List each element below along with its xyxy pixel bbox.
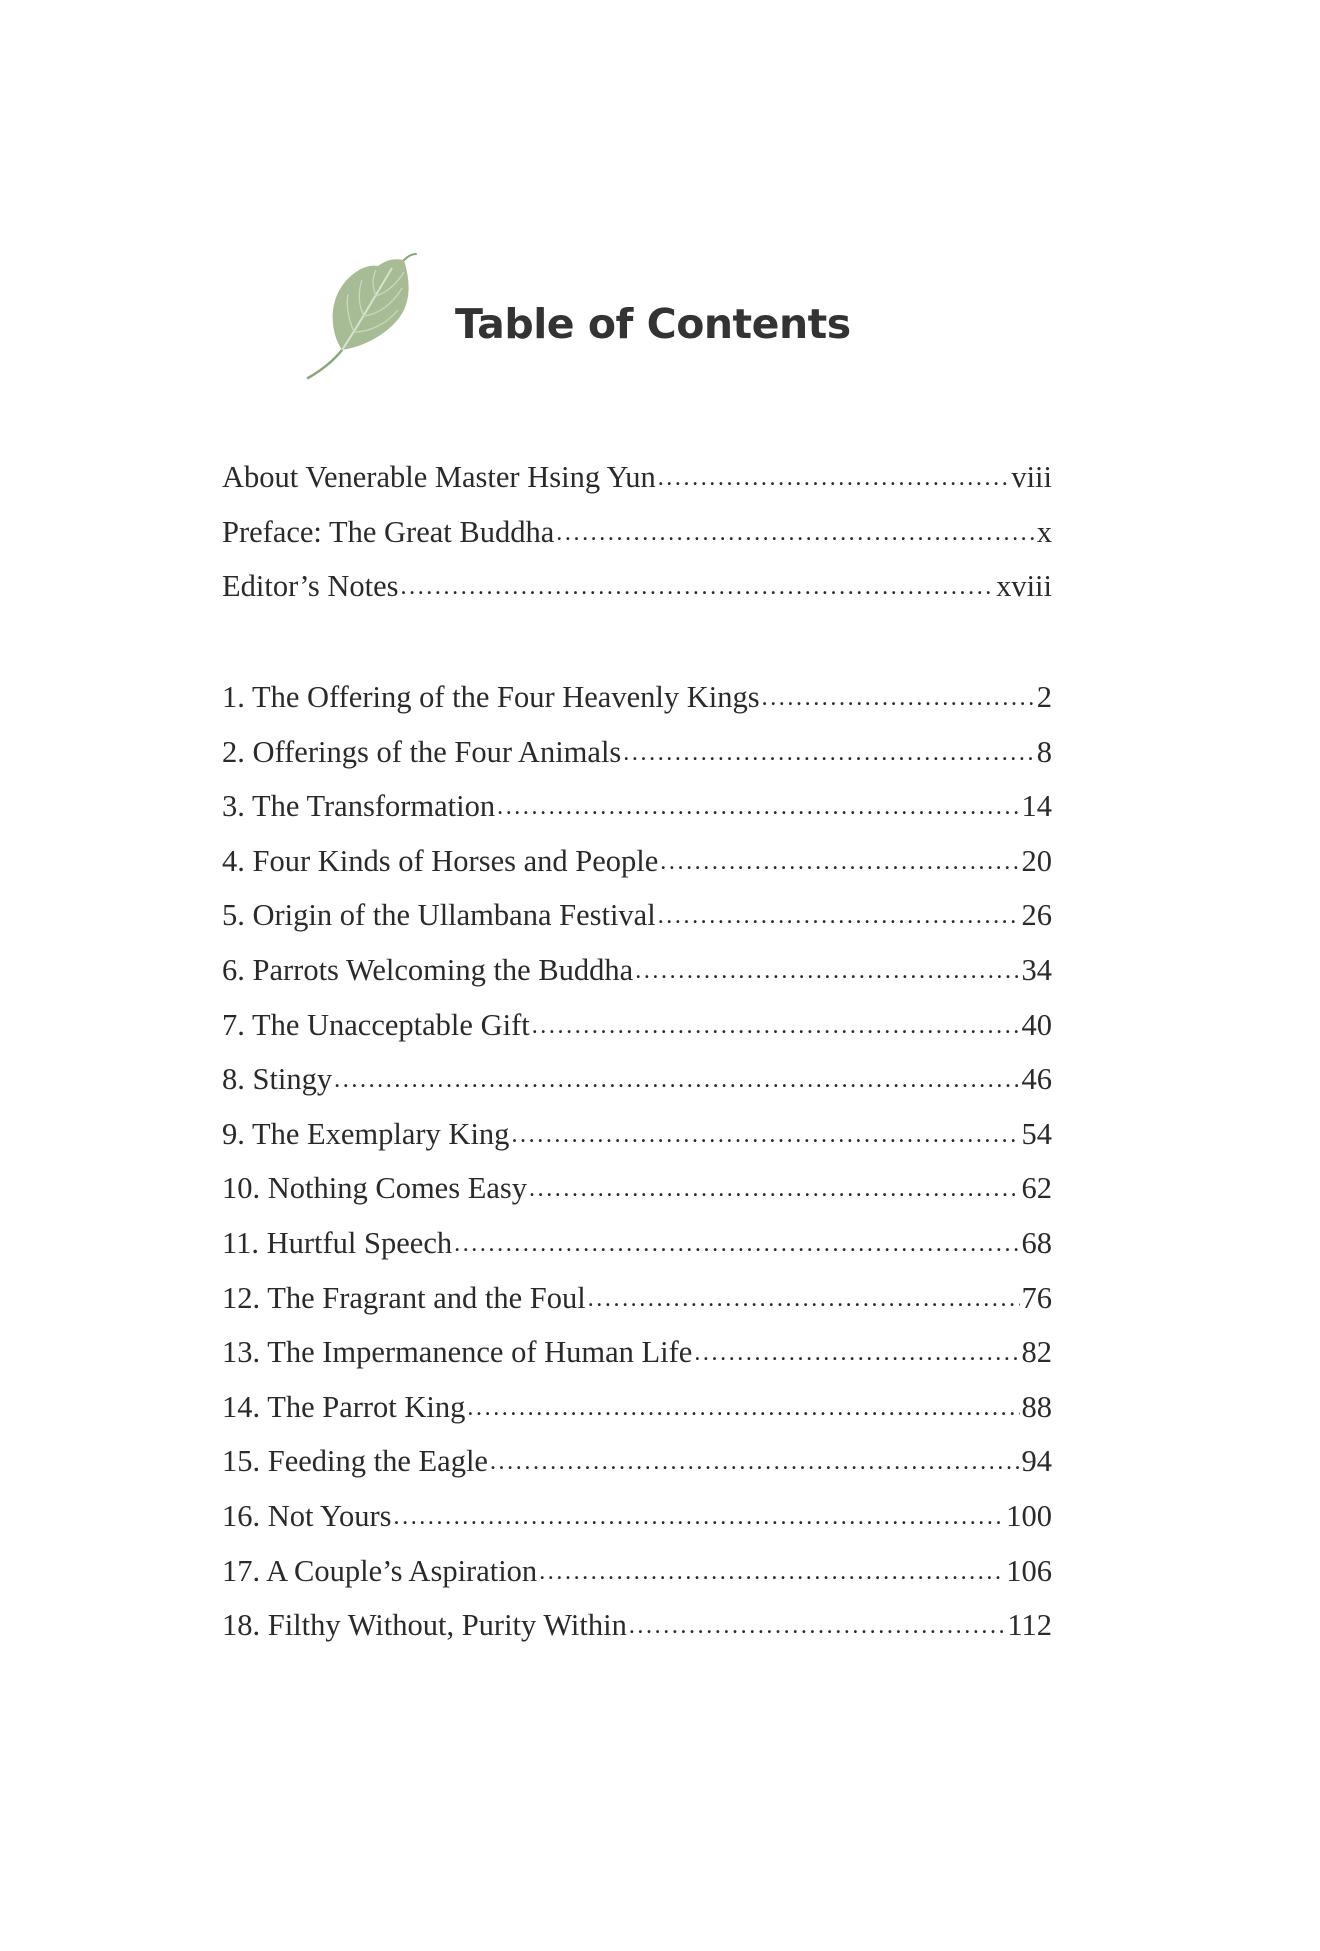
- toc-entry-title: 12. The Fragrant and the Foul: [222, 1280, 586, 1315]
- toc-entry[interactable]: [222, 834, 1052, 889]
- toc-entry-title: 18. Filthy Without, Purity Within: [222, 1608, 627, 1643]
- toc-entry-page: 94: [1021, 1444, 1052, 1479]
- toc-entry-page: 68: [1021, 1225, 1052, 1260]
- toc-entry[interactable]: [222, 670, 1052, 725]
- toc-entry[interactable]: [222, 1325, 1052, 1380]
- front-matter-list: [222, 450, 1052, 614]
- toc-entry-page: 40: [1021, 1007, 1052, 1042]
- toc-entry[interactable]: [222, 505, 1052, 560]
- dot-leader: [394, 1487, 1005, 1545]
- toc-entry-page: 54: [1021, 1116, 1052, 1151]
- dot-leader: [658, 448, 1010, 506]
- toc-entry-page: 62: [1021, 1171, 1052, 1206]
- dot-leader: [635, 941, 1019, 999]
- page-title: Table of Contents: [455, 300, 851, 348]
- toc-entry-title: 16. Not Yours: [222, 1498, 392, 1533]
- toc-entry-page: viii: [1011, 460, 1052, 494]
- toc-entry-page: x: [1036, 514, 1052, 549]
- toc-entry[interactable]: [222, 1161, 1052, 1216]
- toc-entry[interactable]: [222, 779, 1052, 834]
- dot-leader: [490, 1432, 1020, 1490]
- toc-entry[interactable]: [222, 725, 1052, 780]
- toc-entry-page: 8: [1036, 734, 1052, 769]
- dot-leader: [762, 668, 1035, 726]
- toc-entry-page: 88: [1021, 1389, 1052, 1424]
- toc-entry[interactable]: [222, 559, 1052, 614]
- toc-entry[interactable]: [222, 888, 1052, 943]
- toc-entry-title: 1. The Offering of the Four Heavenly Kings: [222, 680, 760, 714]
- toc-entry-title: 8. Stingy: [222, 1062, 333, 1097]
- toc-entry-page: 20: [1021, 843, 1052, 878]
- toc-entry-title: 17. A Couple’s Aspiration: [222, 1553, 538, 1588]
- dot-leader: [629, 1596, 1006, 1654]
- dot-leader: [454, 1214, 1019, 1272]
- toc-entry-title: 5. Origin of the Ullambana Festival: [222, 898, 656, 933]
- dot-leader: [532, 996, 1020, 1054]
- toc-entry-title: 10. Nothing Comes Easy: [222, 1171, 527, 1206]
- toc-entry-title: Preface: The Great Buddha: [222, 514, 555, 549]
- dot-leader: [658, 886, 1020, 944]
- toc-entry-page: 106: [1006, 1553, 1052, 1588]
- toc-entry-page: 82: [1021, 1335, 1052, 1370]
- dot-leader: [588, 1269, 1020, 1327]
- dot-leader: [539, 1542, 1004, 1600]
- toc-entry-title: 4. Four Kinds of Horses and People: [222, 843, 659, 878]
- toc-entry-page: xviii: [996, 569, 1052, 604]
- toc-entry-title: 7. The Unacceptable Gift: [222, 1007, 530, 1042]
- dot-leader: [497, 777, 1019, 835]
- toc-entry-title: 6. Parrots Welcoming the Buddha: [222, 952, 634, 987]
- toc-entry-title: 9. The Exemplary King: [222, 1116, 510, 1151]
- toc-entry[interactable]: [222, 1598, 1052, 1653]
- toc-entry-page: 2: [1036, 680, 1052, 714]
- dot-leader: [556, 503, 1034, 561]
- toc-entry-title: 14. The Parrot King: [222, 1389, 466, 1424]
- toc-entry[interactable]: [222, 1434, 1052, 1489]
- toc-entry-title: Editor’s Notes: [222, 569, 399, 604]
- toc-entry-title: 3. The Transformation: [222, 789, 496, 824]
- toc-entry-title: About Venerable Master Hsing Yun: [222, 460, 656, 494]
- toc-entry-page: 112: [1007, 1608, 1052, 1643]
- dot-leader: [334, 1050, 1019, 1108]
- toc-entry-page: 100: [1006, 1498, 1052, 1533]
- toc-entry[interactable]: [222, 1544, 1052, 1599]
- toc-entry[interactable]: [222, 1489, 1052, 1544]
- toc-heading: [300, 252, 860, 392]
- dot-leader: [401, 557, 995, 615]
- toc-entry[interactable]: [222, 1271, 1052, 1326]
- toc-entry-title: 15. Feeding the Eagle: [222, 1444, 488, 1479]
- toc-entry[interactable]: [222, 943, 1052, 998]
- chapter-list: [222, 670, 1052, 1653]
- toc-entry[interactable]: [222, 1380, 1052, 1435]
- toc-entry[interactable]: [222, 1216, 1052, 1271]
- dot-leader: [694, 1323, 1019, 1381]
- toc-entry-page: 46: [1021, 1062, 1052, 1097]
- toc-entry-title: 2. Offerings of the Four Animals: [222, 734, 622, 769]
- dot-leader: [623, 723, 1034, 781]
- toc-entry[interactable]: [222, 1107, 1052, 1162]
- dot-leader: [660, 832, 1019, 890]
- toc-entry-title: 13. The Impermanence of Human Life: [222, 1335, 693, 1370]
- dot-leader: [511, 1105, 1019, 1163]
- leaf-icon: [300, 252, 440, 392]
- toc-entry-page: 14: [1021, 789, 1052, 824]
- toc-entry-page: 26: [1021, 898, 1052, 933]
- dot-leader: [467, 1378, 1019, 1436]
- toc-entry-title: 11. Hurtful Speech: [222, 1225, 453, 1260]
- toc-entry[interactable]: [222, 450, 1052, 505]
- toc-entry-page: 34: [1021, 952, 1052, 987]
- toc-entry[interactable]: [222, 998, 1052, 1053]
- dot-leader: [529, 1159, 1020, 1217]
- toc-entry[interactable]: [222, 1052, 1052, 1107]
- toc-entry-page: 76: [1021, 1280, 1052, 1315]
